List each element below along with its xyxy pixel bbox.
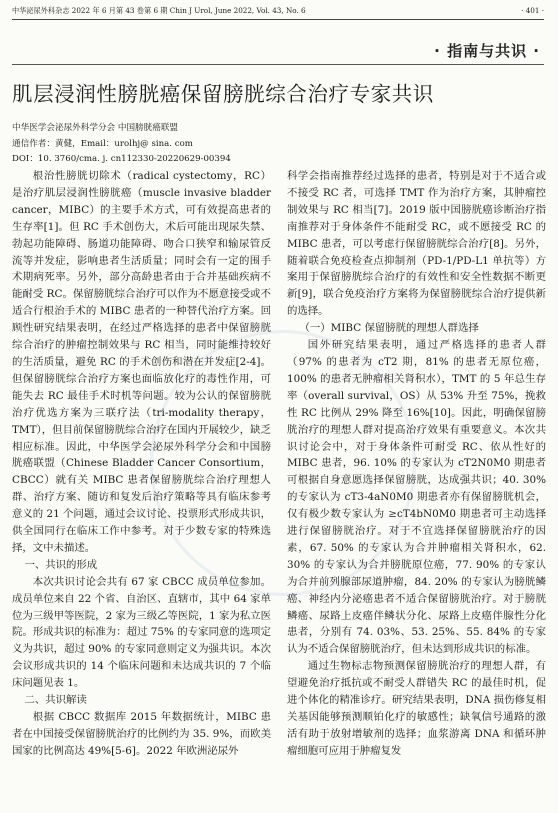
body-paragraph: 科学会指南推荐经过选择的患者，特别是对于不适合或不接受 RC 者，可选择 TMT 作为治疗方案，其肿瘤控制效果与 RC 相当[7]。2019 版中国膀胱癌诊断治疗指南推荐对于身体条件不能耐受 RC，或不愿接受 RC 的 MIBC 患者，可以考虑行保留膀胱综合治疗[8]。另外，随着联合免疫检查点抑制剂（PD-1/PD-L1 单抗等）方案用于保留膀胱综合治疗的有效性和安全性数据不断更新[9]，联合免疫治疗方案将为保留膀胱综合治疗提供新的选择。 [287, 170, 546, 318]
doi: DOI：10. 3760/cma. j. cn112330-20220629-00394 [12, 154, 231, 165]
correspondence: 通信作者：黄健，Email：urolhj@ sina. com [12, 138, 193, 149]
article-meta [12, 121, 231, 168]
running-header [12, 6, 544, 20]
section-heading: 一、共识的形成 [24, 558, 98, 571]
right-column [287, 168, 546, 760]
body-paragraph: 通过生物标志物预测保留膀胱治疗的理想人群，有望避免治疗抵抗或不耐受人群错失 RC 的最佳时机，促进个体化的精准诊疗。研究结果表明，DNA 损伤修复相关基因能够预测顺铂化疗的敏感性；缺氧信号通路的激活有助于放射增敏剂的选择；血浆游离 DNA 和循环肿瘤细胞可应用于肿瘤复发 [287, 660, 546, 757]
running-header-journal: 中华泌尿外科杂志 2022 年 6 月第 43 卷第 6 期 Chin J Urol, June 2022, Vol. 43, No. 6 [12, 6, 306, 15]
section-tag: · 指南与共识 · [434, 42, 540, 60]
page-number: · 401 · [521, 6, 544, 15]
article-title: 肌层浸润性膀胱癌保留膀胱综合治疗专家共识 [12, 82, 434, 106]
body-paragraph: 根据 CBCC 数据库 2015 年数据统计，MIBC 患者在中国接受保留膀胱治疗的比例约为 35. 9%，而欧美国家的比例高达 49%[5-6]。2022 年欧洲泌尿外 [12, 711, 271, 757]
body-paragraph: 国外研究结果表明，通过严格选择的患者人群（97% 的患者为 cT2 期，81% 的患者无原位癌，100% 的患者无肿瘤相关肾积水），TMT 的 5 年总生存率（overall survival，OS）从 53% 升至 75%，挽救性 RC 比例从 29% 降至 16%[10]。因此，明确保留膀胱治疗的理想人群对提高治疗效果有重要意义。本次共识讨论会中，对于身体条件可耐受 RC、依从性好的 MIBC 患者，96. 10% 的专家认为 cT2N0M0 期患者可根据自身意愿选择保留膀胱，达成强共识；40. 30% 的专家认为 cT3-4aN0M0 期患者亦有保留膀胱机会，仅有极少数专家认为 ≥cT4bN0M0 期患者可主动选择进行保留膀胱治疗。对于不宜选择保留膀胱治疗的因素，67. 50% 的专家认为合并肿瘤相关肾积水，62. 30% 的专家认为合并膀胱原位癌，77. 90% 的专家认为合并前列腺部尿道肿瘤，84. 20% 的专家认为膀胱鳞癌、神经内分泌癌患者不适合保留膀胱治疗。对于膀胱鳞癌、尿路上皮癌伴鳞状分化、尿路上皮癌伴腺性分化患者，分别有 74. 03%、53. 25%、55. 84% 的专家认为不适合保留膀胱治疗，但未达到形成共识的标准。 [287, 339, 546, 656]
left-column [12, 168, 271, 760]
body-paragraph: 本次共识讨论会共有 67 家 CBCC 成员单位参加。成员单位来自 22 个省、自治区、直辖市，其中 64 家单位为三级甲等医院，2 家为三级乙等医院，1 家为私立医院。形成共识的标准为：超过 75% 的专家同意的选项定义为共识，超过 90% 的专家同意则定义为强共识。本次会议形成共识的 14 个临床问题和未达成共识的 7 个临床问题见表 1。 [12, 575, 271, 690]
section-heading: 二、共识解读 [24, 694, 87, 707]
section-heading: （一）MIBC 保留膀胱的理想人群选择 [299, 322, 479, 335]
authors: 中华医学会泌尿外科学分会 中国膀胱癌联盟 [12, 123, 179, 133]
body-paragraph: 根治性膀胱切除术（radical cystectomy，RC）是治疗肌层浸润性膀胱癌（muscle invasive bladder cancer，MIBC）的主要手术方式，可有效提高患者的生存率[1]。但 RC 手术创伤大，术后可能出现尿失禁、勃起功能障碍、肠道功能障碍、吻合口狭窄和输尿管反流等并发症，影响患者生活质量；同时会有一定的围手术期病死率。另外，部分高龄患者由于合并基础疾病不能耐受 RC。保留膀胱综合治疗可以作为不愿意接受或不适合行根治手术的 MIBC 患者的一种替代治疗方案。回顾性研究结果表明，在经过严格选择的患者中保留膀胱综合治疗的肿瘤控制效果与 RC 相当，同时能维持较好的生活质量，避免 RC 的手术创伤和潜在并发症[2-4]。但保留膀胱综合治疗方案也面临放化疗的毒性作用，可能失去 RC 最佳手术时机等问题。较为公认的保留膀胱治疗优选方案为三联疗法（tri-modality therapy，TMT），但目前保留膀胱综合治疗在国内开展较少，缺乏相应标准。因此，中华医学会泌尿外科学分会和中国膀胱癌联盟（Chinese Bladder Cancer Consortium，CBCC）就有关 MIBC 患者保留膀胱综合治疗理想人群、治疗方案、随访和复发后治疗策略等具有临床参考意义的 21 个问题，通过会议讨论、投票形式形成共识，供全国同行在临床工作中参考。对于少数专家的特殊选择，文中未描述。 [12, 170, 271, 554]
header-rule [12, 64, 544, 65]
